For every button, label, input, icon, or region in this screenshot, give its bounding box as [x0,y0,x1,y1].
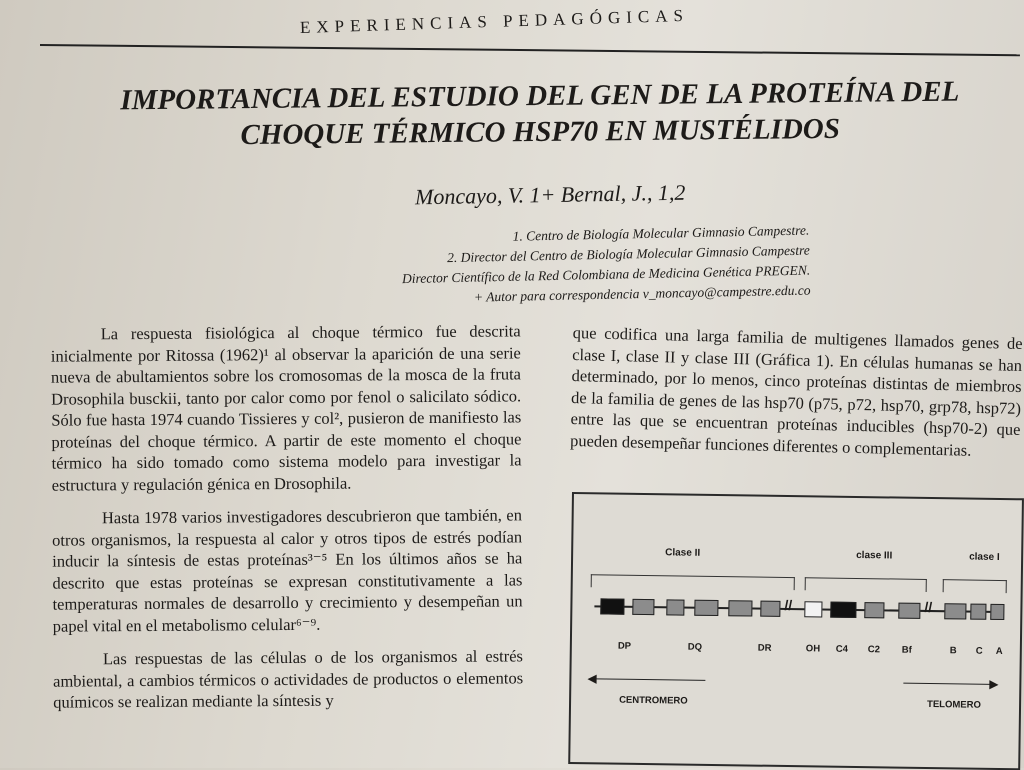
affiliation-1: 1. Centro de Biología Molecular Gimnasio Campestre. [512,222,810,244]
gene-block [864,602,884,618]
gene-block [666,599,684,615]
gene-label-dq: DQ [687,641,703,653]
correspondence: + Autor para correspondencia v_moncayo@campestre.edu.co [473,282,811,305]
paragraph-1: La respuesta fisiológica al choque térmico fue descrita inicialmente por Ritossa (1962)¹ al observar la aparición de una serie nueva de abultamientos sobre los cromosomas de la mosca de la fruta Drosophila busckii, tanto por calor como por fenol o salicilato sódico. Sólo fue hasta 1974 cuando Tissieres y col², pusieron de manifiesto las proteínas del choque térmico. A partir de este momento el choque térmico ha sido tomado como sistema modelo para investigar la estructura y regulación génica en Drosophila. [50,321,522,495]
gene-label-bf: Bf [901,644,912,656]
chromosome-line [594,605,999,613]
section-header: EXPERIENCIAS PEDAGÓGICAS [299,5,690,37]
gene-block [804,601,822,617]
class-i-label: clase I [969,551,1000,563]
gene-block [694,600,718,616]
gene-label-dr: DR [757,642,772,654]
gene-block [632,599,654,615]
gene-label-c4: C4 [835,643,849,655]
right-arrow-head: ▶ [989,676,999,691]
gene-block [944,603,966,619]
gene-label-c: C [975,645,983,657]
gene-block [898,603,920,619]
header-rule [40,44,1020,56]
gene-label-a: A [995,645,1003,658]
gene-block [990,604,1004,620]
class-ii-bracket [591,574,795,590]
gene-block [728,600,752,616]
gene-block [760,601,780,617]
centromere-label: CENTROMERO [619,694,688,707]
affiliations [289,221,811,312]
left-column [51,320,524,725]
paragraph-2: Hasta 1978 varios investigadores descubrieron que también, en otros organismos, la respuesta al calor y otros tipos de estrés podían inducir la síntesis de estas proteínas³⁻⁵ En los últimos años se ha descrito que estas proteínas se expresan constitutivamente a las temperaturas normales de desarrollo y crecimiento y desempeñan un papel vital en el metabolismo celular⁶⁻⁹. [52,505,523,636]
affiliation-3: Director Científico de la Red Colombiana de Medicina Genética PREGEN. [401,262,811,287]
paragraph-right: que codifica una larga familia de multigenes llamados genes de clase I, clase II y clase III (Gráfica 1). En células humanas se han determinado, por lo menos, cinco proteínas distintas de miembros de la familia de genes de las hsp70 (p75, p72, hsp70, grp78, hsp72) entre las que se encuentran proteínas inducibles (hsp70-2) que pueden desempeñar funciones diferentes o complementarias. [569,322,1023,460]
break-symbol: // [924,598,933,616]
class-i-bracket [943,579,1007,593]
gene-label-b: B [949,645,957,657]
gene-label-dp: DP [617,640,632,652]
right-column [570,322,1023,462]
left-arrow-line [595,678,705,681]
left-arrow-head: ◀ [587,671,597,686]
class-iii-bracket [805,577,927,592]
gene-block [830,602,856,618]
break-symbol: // [784,596,793,614]
class-iii-label: clase III [856,549,893,562]
class-ii-label: Clase II [665,547,701,559]
gene-label-oh: OH [805,643,821,655]
right-arrow-line [903,683,991,685]
title-line-1: IMPORTANCIA DEL ESTUDIO DEL GEN DE LA PROTEÍNA DEL [120,75,960,117]
article-authors: Moncayo, V. 1+ Bernal, J., 1,2 [414,179,686,210]
gene-block [970,604,986,620]
article-title [90,73,991,154]
gene-map-figure [568,492,1024,770]
telomere-label: TELOMERO [926,698,981,711]
affiliation-2: 2. Director del Centro de Biología Molecular Gimnasio Campestre [447,242,810,266]
paragraph-3: Las respuestas de las células o de los organismos al estrés ambiental, a cambios térmicos o actividades de productos o elementos químicos se realizan mediante la síntesis y [53,646,524,712]
gene-label-c2: C2 [867,644,881,656]
gene-block [600,598,624,614]
title-line-2: CHOQUE TÉRMICO HSP70 EN MUSTÉLIDOS [240,112,841,152]
